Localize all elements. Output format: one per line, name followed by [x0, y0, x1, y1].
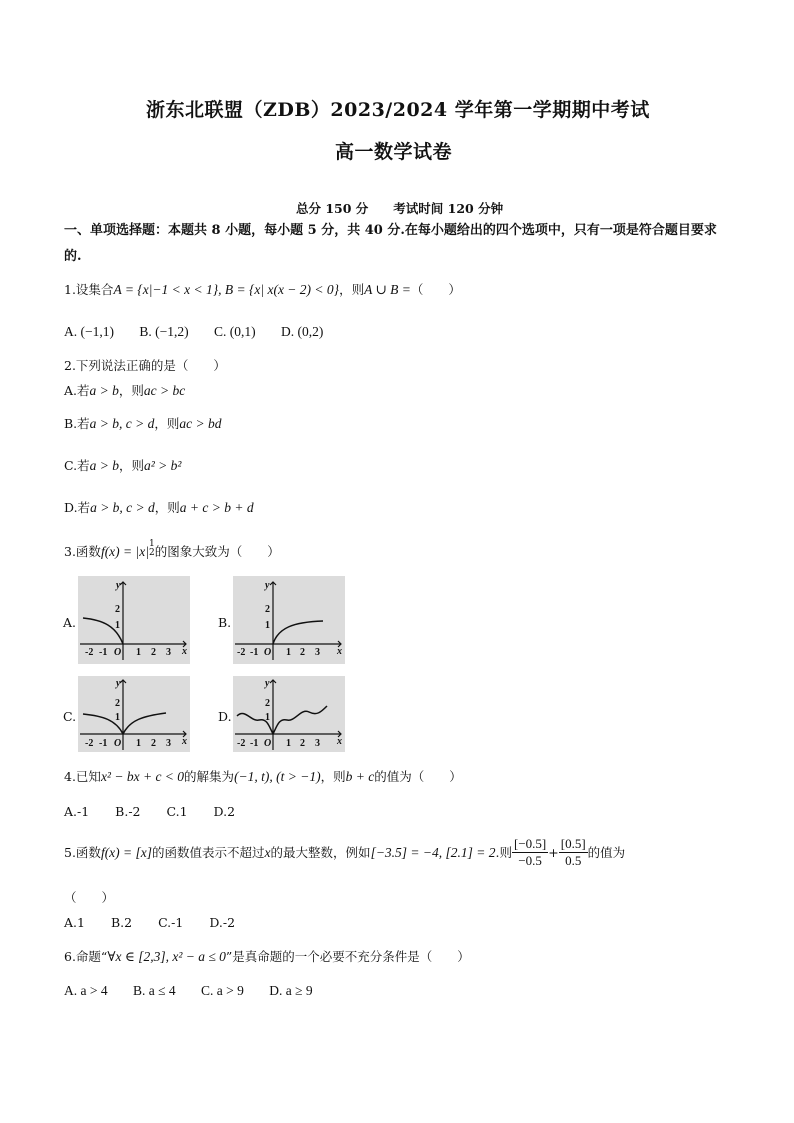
question-1: [64, 281, 461, 299]
q4-stem-b: 的解集为: [184, 769, 235, 784]
q2-option-d[interactable]: [64, 499, 254, 517]
q5-option-b[interactable]: B.2: [110, 915, 133, 930]
q3-graph-a-ytick-1: 1: [115, 620, 120, 631]
q3-graph-b-ytick-2: 2: [265, 604, 270, 615]
q3-stem: 3.函数: [64, 544, 101, 559]
q4-option-b[interactable]: B.-2: [115, 804, 141, 819]
q3-graph-b-axis-x: x: [337, 646, 342, 657]
q3-func: f(x) = |x|: [100, 544, 149, 559]
q3-graph-c[interactable]: [78, 676, 190, 752]
q3-graph-d-axis-y: y: [265, 678, 270, 689]
q5-stem-b: 的函数值表示不超过: [152, 844, 265, 860]
q2-option-b-res: ac > bd: [179, 416, 222, 431]
q5-stem-e: 的值为: [587, 844, 626, 860]
q3-option-c-label[interactable]: C.: [63, 709, 77, 724]
q3-graph-d-tick-1: 1: [286, 738, 291, 749]
question-5: [64, 836, 625, 869]
q3-exp-den: 2: [148, 548, 155, 558]
q3-graph-d-tick-3: 3: [315, 738, 320, 749]
q3-graph-d-tick-2: 2: [300, 738, 305, 749]
q3-graph-c-tick-2: 2: [151, 738, 156, 749]
q5-fraction-1: [512, 836, 548, 869]
question-6: [64, 948, 470, 966]
q5-paren: （ ）: [64, 890, 115, 905]
q3-graph-d[interactable]: [233, 676, 345, 752]
q1-expr: A = {x|−1 < x < 1}, B = {x| x(x − 2) < 0}: [113, 282, 340, 297]
q6-options: [64, 982, 335, 1000]
q5-frac1-num: [−0.5]: [514, 836, 547, 851]
q6-option-d[interactable]: D. a ≥ 9: [269, 983, 313, 998]
q3-stem-b: 的图象大致为（ ）: [154, 544, 280, 559]
q4-set: (−1, t), (t > −1): [234, 769, 321, 784]
question-4: [64, 768, 462, 786]
q1-ask: A ∪ B =: [364, 282, 411, 297]
q3-graph-a-tick-m1: -1: [99, 647, 108, 658]
q3-exp-num: 1: [148, 539, 155, 549]
q3-graph-b[interactable]: [233, 576, 345, 664]
q4-option-d[interactable]: D.2: [213, 804, 236, 819]
q3-graph-c-axis-y: y: [116, 678, 121, 689]
q3-graph-b-tick-m2: -2: [237, 647, 246, 658]
q4-option-c[interactable]: C.1: [166, 804, 188, 819]
q1-stem: 1.设集合: [64, 282, 114, 297]
q3-graph-c-tick-m1: -1: [99, 738, 108, 749]
q3-graph-d-ytick-1: 1: [265, 712, 270, 723]
q4-options: [64, 803, 257, 821]
q3-graph-c-origin: O: [114, 738, 122, 749]
q3-graph-c-svg: [78, 676, 190, 752]
exam-title: 浙东北联盟（ZDB）2023/2024 学年第一学期期中考试: [146, 99, 650, 121]
q6-option-b[interactable]: B. a ≤ 4: [132, 983, 176, 998]
q3-graph-b-axis-y: y: [265, 580, 270, 591]
exam-meta: 总分 150 分 考试时间 120 分钟: [296, 201, 504, 216]
q3-graph-c-tick-3: 3: [166, 738, 171, 749]
q3-graph-a-ytick-2: 2: [115, 604, 120, 615]
q3-graph-d-origin: O: [264, 738, 272, 749]
q2-option-d-res: a + c > b + d: [179, 500, 254, 515]
q3-graph-a-tick-3: 3: [166, 647, 171, 658]
q3-graph-a-tick-m2: -2: [85, 647, 94, 658]
q3-graph-a[interactable]: [78, 576, 190, 664]
q2-option-c-label: C.若: [64, 458, 90, 473]
q5-frac1-den: −0.5: [518, 853, 542, 868]
q6-option-c[interactable]: C. a > 9: [201, 983, 244, 998]
q3-graph-a-axis-x: x: [182, 646, 187, 657]
q3-graph-a-tick-2: 2: [151, 647, 156, 658]
q3-graph-d-axis-x: x: [337, 736, 342, 747]
q2-option-a-mid: ，则: [118, 383, 144, 398]
q1-option-b[interactable]: B. (−1,2): [139, 324, 189, 339]
q2-option-d-cond: a > b, c > d: [90, 500, 155, 515]
q3-graph-d-ytick-2: 2: [265, 698, 270, 709]
q2-option-b-mid: ，则: [154, 416, 180, 431]
q3-option-b-label[interactable]: B.: [218, 615, 232, 630]
q5-options: [64, 914, 257, 932]
q6-stem: 6.命题“: [64, 949, 108, 964]
q3-graph-d-tick-m1: -1: [250, 738, 259, 749]
q5-option-a[interactable]: A.1: [64, 915, 85, 930]
q5-plus: +: [548, 844, 559, 860]
section-heading: 一、单项选择题：本题共 8 小题，每小题 5 分，共 40 分.在每小题给出的四个选项中，只有一项是符合题目要求的.: [64, 223, 717, 264]
q3-graph-b-tick-1: 1: [286, 647, 291, 658]
q4-expr: x² − bx + c < 0: [100, 769, 185, 784]
q3-graph-b-origin: O: [264, 647, 272, 658]
q1-options: [64, 323, 345, 341]
q6-option-a[interactable]: A. a > 4: [64, 983, 108, 998]
q4-ask: b + c: [345, 769, 375, 784]
q2-option-c[interactable]: [64, 457, 181, 475]
q3-graph-c-ytick-1: 1: [115, 712, 120, 723]
q2-option-d-label: D.若: [64, 500, 91, 515]
q1-option-c[interactable]: C. (0,1): [213, 324, 256, 339]
q2-option-c-mid: ，则: [118, 458, 144, 473]
q4-stem-d: 的值为（ ）: [374, 769, 462, 784]
q2-option-a-cond: a > b: [89, 383, 119, 398]
q3-graph-c-tick-1: 1: [136, 738, 141, 749]
question-2: 2.下列说法正确的是（ ）: [64, 358, 226, 373]
q1-paren: （ ）: [410, 282, 461, 297]
q2-option-a[interactable]: [64, 382, 185, 400]
q3-graph-b-tick-3: 3: [315, 647, 320, 658]
q3-graph-b-tick-m1: -1: [250, 647, 259, 658]
q4-option-a[interactable]: A.-1: [64, 804, 90, 819]
q6-stem-b: ”是真命题的一个必要不充分条件是（ ）: [225, 949, 470, 964]
q4-stem: 4.已知: [64, 769, 101, 784]
q5-option-c[interactable]: C.-1: [158, 915, 184, 930]
q5-func: f(x) = [x]: [100, 844, 153, 860]
exam-subtitle: 高一数学试卷: [335, 141, 453, 163]
q2-option-c-cond: a > b: [89, 458, 119, 473]
q2-option-a-res: ac > bc: [143, 383, 186, 398]
q2-option-b-cond: a > b, c > d: [89, 416, 155, 431]
q5-frac2-den: 0.5: [565, 853, 582, 868]
q1-stem-b: ，则: [339, 282, 365, 297]
q2-option-b-label: B.若: [64, 416, 90, 431]
q5-fraction-2: [559, 836, 588, 869]
q5-stem-d: .则: [495, 844, 513, 860]
q2-option-c-res: a² > b²: [143, 458, 182, 473]
q5-option-d[interactable]: D.-2: [209, 915, 236, 930]
q3-graph-d-tick-m2: -2: [237, 738, 246, 749]
q1-option-d[interactable]: D. (0,2): [280, 324, 324, 339]
q3-graph-c-axis-x: x: [182, 736, 187, 747]
question-3: [64, 540, 280, 561]
q5-var: x: [264, 844, 271, 860]
q3-graph-b-svg: [233, 576, 345, 664]
q5-example: [−3.5] = −4, [2.1] = 2: [370, 844, 496, 860]
q3-graph-c-tick-m2: -2: [85, 738, 94, 749]
q3-graph-d-svg: [233, 676, 345, 752]
q3-option-a-label[interactable]: A.: [63, 615, 77, 630]
q3-option-d-label[interactable]: D.: [218, 709, 232, 724]
q3-graph-a-svg: [78, 576, 190, 664]
q3-graph-a-tick-1: 1: [136, 647, 141, 658]
q3-graph-b-tick-2: 2: [300, 647, 305, 658]
q5-frac2-num: [0.5]: [560, 836, 586, 851]
q4-stem-c: ，则: [320, 769, 346, 784]
q3-graph-b-ytick-1: 1: [265, 620, 270, 631]
q2-option-d-mid: ，则: [154, 500, 180, 515]
q3-graph-c-ytick-2: 2: [115, 698, 120, 709]
q3-graph-a-origin: O: [114, 647, 122, 658]
q5-stem-c: 的最大整数，例如: [270, 844, 371, 860]
q1-option-a[interactable]: A. (−1,1): [64, 324, 114, 339]
q6-expr: ∀x ∈ [2,3], x² − a ≤ 0: [107, 949, 226, 964]
q5-stem: 5.函数: [64, 844, 101, 860]
q2-option-b[interactable]: [64, 415, 222, 433]
q3-graph-a-axis-y: y: [116, 580, 121, 591]
q2-option-a-label: A.若: [64, 383, 90, 398]
